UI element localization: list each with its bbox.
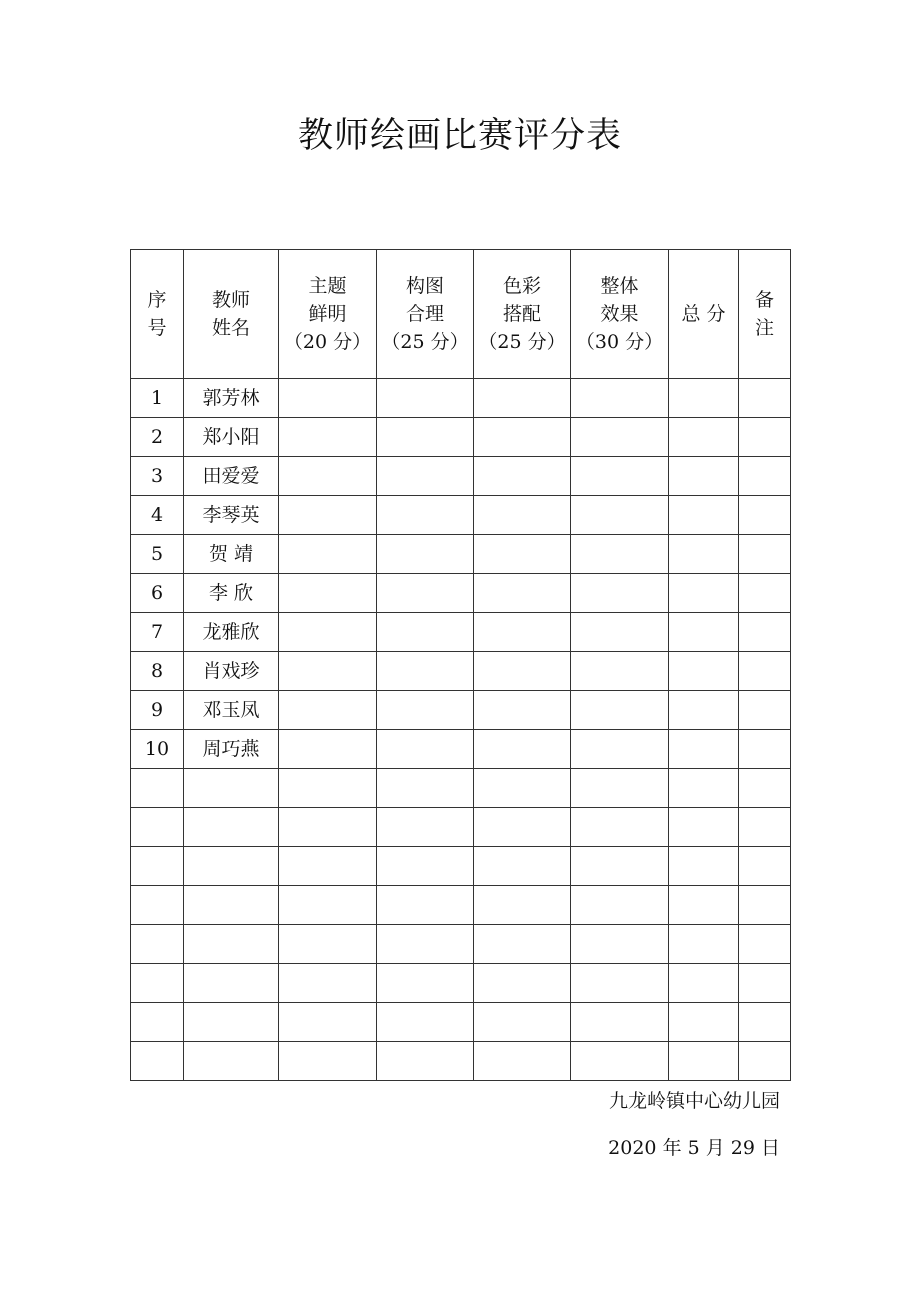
table-cell	[279, 379, 377, 418]
table-row	[131, 808, 791, 847]
table-cell	[131, 1003, 184, 1042]
table-cell: 2	[131, 418, 184, 457]
table-cell	[377, 730, 474, 769]
table-cell	[377, 535, 474, 574]
table-cell	[669, 613, 739, 652]
table-cell	[474, 379, 571, 418]
table-cell	[184, 1042, 279, 1081]
table-cell: 6	[131, 574, 184, 613]
table-cell	[474, 847, 571, 886]
table-cell	[571, 808, 669, 847]
table-cell	[279, 457, 377, 496]
header-line: 教师	[211, 289, 250, 311]
table-cell	[131, 808, 184, 847]
table-cell	[739, 730, 791, 769]
header-line: 鲜明	[308, 303, 347, 325]
table-cell	[131, 769, 184, 808]
table-cell	[571, 613, 669, 652]
table-row	[131, 652, 791, 691]
table-cell	[377, 379, 474, 418]
table-cell	[571, 418, 669, 457]
table-cell	[279, 691, 377, 730]
table-cell	[739, 847, 791, 886]
table-cell	[474, 574, 571, 613]
table-cell	[571, 535, 669, 574]
table-cell	[571, 847, 669, 886]
table-cell	[377, 769, 474, 808]
score-table	[130, 249, 791, 1081]
table-cell	[279, 886, 377, 925]
table-cell	[184, 1003, 279, 1042]
table-cell: 贺 靖	[184, 535, 279, 574]
document-date: 2020 年 5 月 29 日	[608, 1137, 780, 1159]
table-cell	[571, 1003, 669, 1042]
table-row	[131, 847, 791, 886]
header-remarks	[739, 250, 791, 379]
table-row	[131, 964, 791, 1003]
table-cell	[279, 418, 377, 457]
table-row	[131, 379, 791, 418]
table-cell	[184, 925, 279, 964]
table-cell: 田爱爱	[184, 457, 279, 496]
header-serial	[131, 250, 184, 379]
table-cell	[377, 808, 474, 847]
table-cell	[571, 730, 669, 769]
table-cell	[377, 691, 474, 730]
table-row	[131, 418, 791, 457]
table-row	[131, 457, 791, 496]
table-cell	[669, 847, 739, 886]
table-cell	[571, 1042, 669, 1081]
table-cell	[669, 379, 739, 418]
table-cell	[571, 886, 669, 925]
header-line: 注	[754, 317, 774, 339]
table-cell: 9	[131, 691, 184, 730]
table-cell	[571, 457, 669, 496]
document-title: 教师绘画比赛评分表	[297, 116, 622, 156]
table-cell	[184, 886, 279, 925]
table-cell	[131, 925, 184, 964]
table-cell	[669, 925, 739, 964]
header-line: 序	[147, 289, 167, 311]
table-body	[131, 379, 791, 1081]
table-cell	[474, 964, 571, 1003]
table-cell	[669, 730, 739, 769]
header-line: （25 分）	[478, 331, 566, 353]
table-cell	[377, 925, 474, 964]
header-line: 备	[754, 289, 774, 311]
table-cell	[474, 1042, 571, 1081]
table-cell	[474, 496, 571, 535]
table-cell	[184, 769, 279, 808]
table-cell	[279, 1042, 377, 1081]
table-cell	[739, 769, 791, 808]
table-cell	[669, 769, 739, 808]
table-header-row	[131, 250, 791, 379]
header-line: 号	[147, 317, 167, 339]
header-line: （30 分）	[575, 331, 664, 353]
table-row	[131, 535, 791, 574]
table-cell	[377, 418, 474, 457]
table-cell	[739, 925, 791, 964]
table-cell	[739, 964, 791, 1003]
table-cell	[474, 652, 571, 691]
table-cell	[669, 1042, 739, 1081]
table-cell	[377, 496, 474, 535]
header-line: 效果	[600, 303, 639, 325]
table-cell	[279, 730, 377, 769]
table-cell	[669, 535, 739, 574]
table-cell	[474, 769, 571, 808]
table-cell	[279, 808, 377, 847]
table-cell	[377, 886, 474, 925]
header-line: 合理	[405, 303, 444, 325]
table-cell	[571, 652, 669, 691]
table-cell	[571, 496, 669, 535]
table-cell	[377, 457, 474, 496]
table-cell	[184, 847, 279, 886]
table-cell	[377, 847, 474, 886]
table-cell	[739, 574, 791, 613]
table-cell	[739, 496, 791, 535]
table-cell	[739, 379, 791, 418]
table-cell	[131, 964, 184, 1003]
table-cell	[669, 418, 739, 457]
table-cell	[279, 652, 377, 691]
table-cell: 邓玉凤	[184, 691, 279, 730]
table-cell	[279, 574, 377, 613]
table-cell	[279, 496, 377, 535]
table-row	[131, 496, 791, 535]
table-cell	[739, 808, 791, 847]
table-cell	[377, 652, 474, 691]
table-cell: 肖戏珍	[184, 652, 279, 691]
table-cell	[739, 457, 791, 496]
table-row	[131, 1042, 791, 1081]
header-line: 色彩	[502, 275, 541, 297]
table-cell	[474, 613, 571, 652]
table-cell	[739, 418, 791, 457]
header-overall	[571, 250, 669, 379]
header-line: 姓名	[211, 317, 250, 339]
header-teacher-name	[184, 250, 279, 379]
table-cell	[377, 574, 474, 613]
table-cell	[474, 457, 571, 496]
organization-name: 九龙岭镇中心幼儿园	[608, 1090, 780, 1112]
table-cell	[279, 925, 377, 964]
table-cell	[184, 808, 279, 847]
table-cell	[571, 769, 669, 808]
header-line: （25 分）	[381, 331, 469, 353]
table-row	[131, 925, 791, 964]
table-cell	[669, 691, 739, 730]
table-cell	[377, 1042, 474, 1081]
table-cell	[279, 769, 377, 808]
table-cell	[669, 808, 739, 847]
table-cell	[739, 613, 791, 652]
header-composition	[377, 250, 474, 379]
table-cell	[279, 1003, 377, 1042]
table-cell	[474, 691, 571, 730]
table-cell	[474, 886, 571, 925]
table-cell: 3	[131, 457, 184, 496]
table-cell: 李 欣	[184, 574, 279, 613]
table-cell	[669, 964, 739, 1003]
table-cell	[669, 496, 739, 535]
table-cell	[474, 535, 571, 574]
header-line: （20 分）	[283, 331, 372, 353]
table-cell	[279, 964, 377, 1003]
table-cell	[739, 1003, 791, 1042]
table-cell: 周巧燕	[184, 730, 279, 769]
table-cell	[669, 574, 739, 613]
header-line: 构图	[405, 275, 444, 297]
header-line: 整体	[600, 275, 639, 297]
table-cell	[131, 886, 184, 925]
table-cell	[571, 379, 669, 418]
table-cell	[131, 1042, 184, 1081]
table-cell	[474, 730, 571, 769]
table-cell: 龙雅欣	[184, 613, 279, 652]
table-cell: 10	[131, 730, 184, 769]
table-cell	[669, 886, 739, 925]
table-cell	[377, 1003, 474, 1042]
table-cell	[739, 691, 791, 730]
table-cell	[571, 964, 669, 1003]
table-cell: 7	[131, 613, 184, 652]
table-row	[131, 691, 791, 730]
table-cell: 1	[131, 379, 184, 418]
table-cell	[131, 847, 184, 886]
table-cell: 8	[131, 652, 184, 691]
header-line: 主题	[308, 275, 347, 297]
table-cell	[739, 1042, 791, 1081]
table-cell	[184, 964, 279, 1003]
table-cell	[474, 418, 571, 457]
table-row	[131, 1003, 791, 1042]
header-theme	[279, 250, 377, 379]
table-cell: 5	[131, 535, 184, 574]
table-cell: 李琴英	[184, 496, 279, 535]
table-cell	[669, 652, 739, 691]
table-cell: 郑小阳	[184, 418, 279, 457]
table-cell	[739, 535, 791, 574]
table-cell	[279, 613, 377, 652]
table-row	[131, 886, 791, 925]
table-cell	[669, 1003, 739, 1042]
table-cell	[279, 847, 377, 886]
table-cell	[739, 886, 791, 925]
table-row	[131, 769, 791, 808]
table-cell	[571, 925, 669, 964]
table-row	[131, 613, 791, 652]
header-color	[474, 250, 571, 379]
table-cell	[279, 535, 377, 574]
table-cell: 郭芳林	[184, 379, 279, 418]
header-total	[669, 250, 739, 379]
table-cell	[739, 652, 791, 691]
table-cell	[571, 691, 669, 730]
header-line: 搭配	[502, 303, 541, 325]
table-cell	[377, 613, 474, 652]
table-cell	[377, 964, 474, 1003]
table-cell	[571, 574, 669, 613]
table-cell	[474, 808, 571, 847]
table-cell	[669, 457, 739, 496]
header-line: 总 分	[681, 303, 726, 325]
table-cell: 4	[131, 496, 184, 535]
table-row	[131, 574, 791, 613]
table-cell	[474, 1003, 571, 1042]
table-row	[131, 730, 791, 769]
table-cell	[474, 925, 571, 964]
